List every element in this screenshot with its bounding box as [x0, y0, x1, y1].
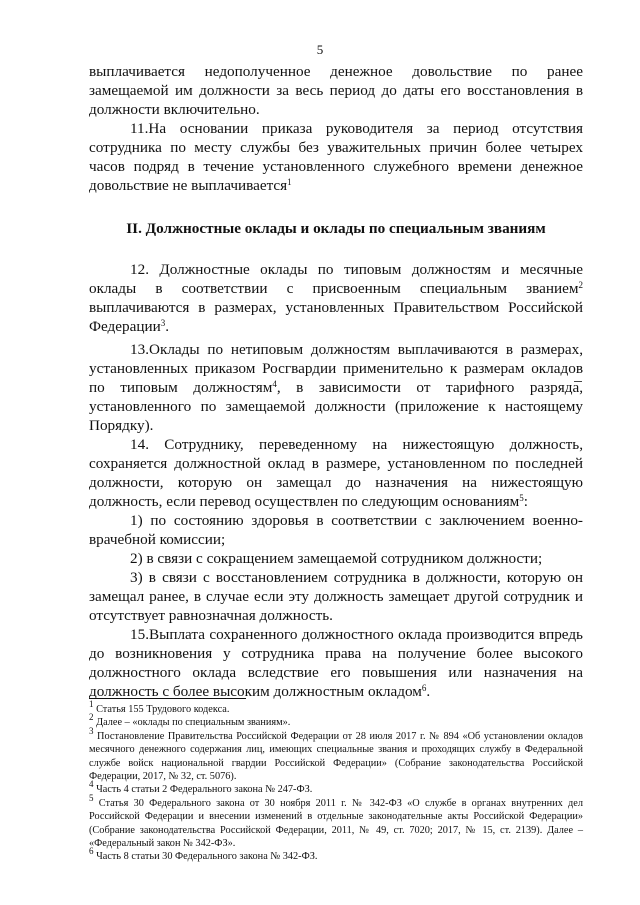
paragraph-13-text-a: 13.Оклады по нетиповым должностям выплачиваются в размерах, установленных приказом Росгвардии применительно к размерам окладов по типовым должностям: [89, 341, 583, 396]
paragraph-11: [89, 119, 583, 195]
footnote-ref-3[interactable]: 3: [160, 318, 166, 328]
paragraph-14-text: 14. Сотруднику, переведенному на нижестоящую должность, сохраняется должностной оклад в размере, установленном по последней должности, которую он замещал до назначения на нижестоящую должность, если перевод осуществлен по следующим основаниям: [89, 436, 583, 510]
footnote-text: Статья 155 Трудового кодекса.: [93, 704, 230, 715]
list-item-2: 2) в связи с сокращением замещаемой сотрудником должности;: [130, 550, 543, 567]
paragraph-12-end: .: [165, 318, 170, 335]
paragraph-15-text: 15.Выплата сохраненного должностного оклада производится впредь до возникновения у сотрудника права на получение более высокого должностного оклада вследствие его повышения или назначения на должность с более высоким должностным окладом: [89, 626, 583, 700]
footnote-text: Постановление Правительства Российской Федерации от 28 июля 2017 г. № 894 «Об установлении окладов месячного денежного содержания лиц, имеющих специальные звания и проходящих службу в Федеральной службе войск национальной гвардии Российской Федерации» (Собрание законодательства Российской Федерации, 2017, № 32, ст. 5076).: [89, 730, 583, 783]
footnotes: [89, 699, 583, 864]
paragraph-15: [89, 625, 583, 701]
paragraph-12-text-a: 12. Должностные оклады по типовым должностям и месячные оклады в соответствии с присвоенным специальным званием: [89, 261, 583, 297]
footnote-1: [89, 699, 583, 716]
paragraph-11-text: 11.На основании приказа руководителя за период отсутствия сотрудника по месту службы без уважительных причин более четырех часов подряд в течение установленного служебного времени денежное довольствие не выплачивается: [89, 120, 583, 194]
list-item-3: 3) в связи с восстановлением сотрудника в должности, которую он замещал ранее, в случае если эту должность замещает другой сотрудник и отсутствует равнозначная должность.: [89, 569, 583, 624]
paragraph-14: [89, 435, 583, 511]
paragraph-continuation: выплачивается недополученное денежное довольствие по ранее замещаемой им должности за весь период до даты его восстановления в должности включительно.: [89, 63, 583, 118]
footnote-ref-5[interactable]: 5: [519, 493, 524, 503]
footnote-num: 2: [89, 712, 94, 723]
footnote-num: 4: [89, 779, 94, 790]
footnote-text: Далее – «оклады по специальным званиям».: [93, 717, 291, 729]
footnote-text: Часть 4 статьи 2 Федерального закона № 247-ФЗ.: [93, 784, 313, 796]
footnote-num: 6: [89, 846, 94, 857]
list-item-1: 1) по состоянию здоровья в соответствии с заключением военно-врачебной комиссии;: [89, 512, 583, 548]
paragraph-13-text-b: , в зависимости от тарифного разряда, установленного по замещаемой должности (приложение к настоящему Порядку).: [89, 379, 583, 434]
footnote-6: [89, 846, 583, 863]
paragraph-12: [89, 260, 583, 336]
paragraph-12-text-b: выплачиваются в размерах, установленных Правительством Российской Федерации: [89, 299, 583, 335]
footnote-3: [89, 725, 583, 784]
stray-mark: [574, 381, 582, 382]
footnote-text: Статья 30 Федерального закона от 30 ноября 2011 г. № 342-ФЗ «О службе в органах внутренних дел Российской Федерации и внесении изменений в отдельные законодательные акты Российской Федерации» (Собрание законодательства Российской Федерации, 2011, № 49, ст. 7020; 2017, № 15, ст. 2139). Далее – «Федеральный закон № 342-ФЗ».: [89, 797, 583, 850]
footnote-4: [89, 779, 583, 796]
footnote-ref-2[interactable]: 2: [578, 280, 583, 290]
paragraph-14-end: :: [523, 493, 529, 510]
paragraph-13: [89, 340, 583, 435]
footnote-2: [89, 712, 583, 729]
footnote-separator: [89, 698, 246, 699]
document-body: [89, 62, 583, 701]
paragraph-15-end: .: [426, 683, 431, 700]
footnote-ref-4[interactable]: 4: [272, 379, 277, 389]
page-number: 5: [316, 42, 324, 57]
footnote-num: 5: [89, 792, 94, 803]
footnote-num: 3: [89, 725, 94, 736]
section-heading: II. Должностные оклады и оклады по специальным званиям: [126, 220, 546, 237]
footnote-text: Часть 8 статьи 30 Федерального закона № 342-ФЗ.: [93, 851, 318, 863]
footnote-ref-6[interactable]: 6: [421, 683, 427, 693]
footnote-ref-1[interactable]: 1: [287, 177, 292, 187]
footnote-num: 1: [89, 699, 94, 709]
footnote-5: [89, 792, 583, 851]
